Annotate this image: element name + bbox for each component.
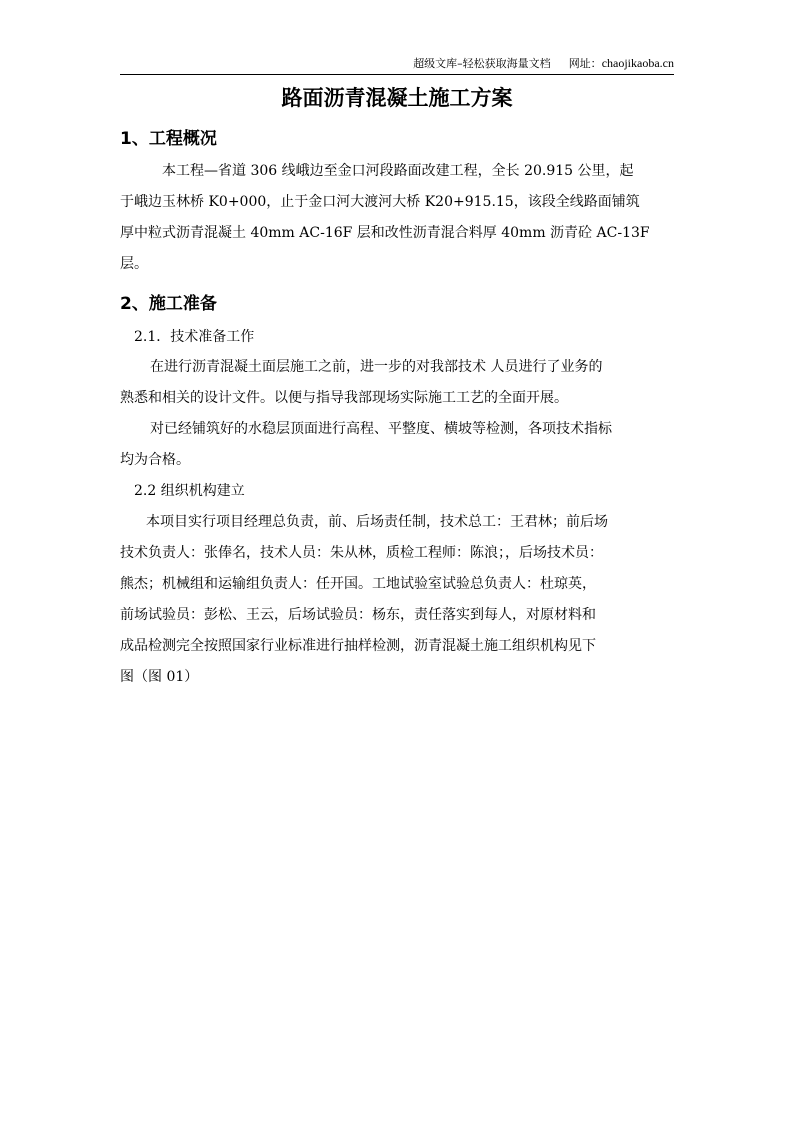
paragraph-line: 厚中粒式沥青混凝土 40mm AC-16F 层和改性沥青混合料厚 40mm 沥青砼 AC-13F xyxy=(120,225,650,241)
paragraph-line: 技术负责人：张俸名，技术人员：朱从林，质检工程师：陈浪；，后场技术员： xyxy=(120,545,603,561)
header-site-name: 超级文库–轻松获取海量文档 xyxy=(413,57,551,70)
section-heading-overview: 1、工程概况 xyxy=(120,129,217,149)
organization-paragraph xyxy=(120,507,674,693)
technical-paragraph-1 xyxy=(120,352,674,414)
paragraph-line: 均为合格。 xyxy=(120,452,190,468)
paragraph-line: 熊杰；机械组和运输组负责人：任开国。工地试验室试验总负责人：杜琼英， xyxy=(120,576,596,592)
document-title: 路面沥青混凝土施工方案 xyxy=(281,86,513,110)
overview-paragraph xyxy=(120,156,674,280)
header-url-label: 网址： xyxy=(568,57,602,70)
paragraph-line: 图（图 01） xyxy=(120,669,199,685)
paragraph-line: 前场试验员：彭松、王云，后场试验员：杨东，责任落实到每人，对原材料和 xyxy=(120,607,596,623)
paragraph-line: 对已经铺筑好的水稳层顶面进行高程、平整度、横坡等检测，各项技术指标 xyxy=(150,421,612,437)
section-heading-preparation: 2、施工准备 xyxy=(120,294,217,314)
paragraph-line: 本项目实行项目经理总负责，前、后场责任制，技术总工：王君林；前后场 xyxy=(146,514,608,530)
header-url-link[interactable]: chaojikaoba.cn xyxy=(601,56,674,70)
subsection-heading-organization: 2.2 组织机构建立 xyxy=(134,483,245,499)
paragraph-line: 层。 xyxy=(120,256,148,272)
paragraph-line: 在进行沥青混凝土面层施工之前，进一步的对我部技术 人员进行了业务的 xyxy=(150,359,603,375)
paragraph-line: 于峨边玉林桥 K0+000，止于金口河大渡河大桥 K20+915.15，该段全线路面铺筑 xyxy=(120,194,640,210)
subsection-heading-technical: 2.1．技术准备工作 xyxy=(134,329,255,345)
paragraph-line: 本工程—省道 306 线峨边至金口河段路面改建工程，全长 20.915 公里，起 xyxy=(162,163,634,179)
paragraph-line: 成品检测完全按照国家行业标准进行抽样检测，沥青混凝土施工组织机构见下 xyxy=(120,638,596,654)
technical-paragraph-2 xyxy=(120,414,674,476)
paragraph-line: 熟悉和相关的设计文件。以便与指导我部现场实际施工工艺的全面开展。 xyxy=(120,390,568,406)
page-header xyxy=(120,55,674,75)
